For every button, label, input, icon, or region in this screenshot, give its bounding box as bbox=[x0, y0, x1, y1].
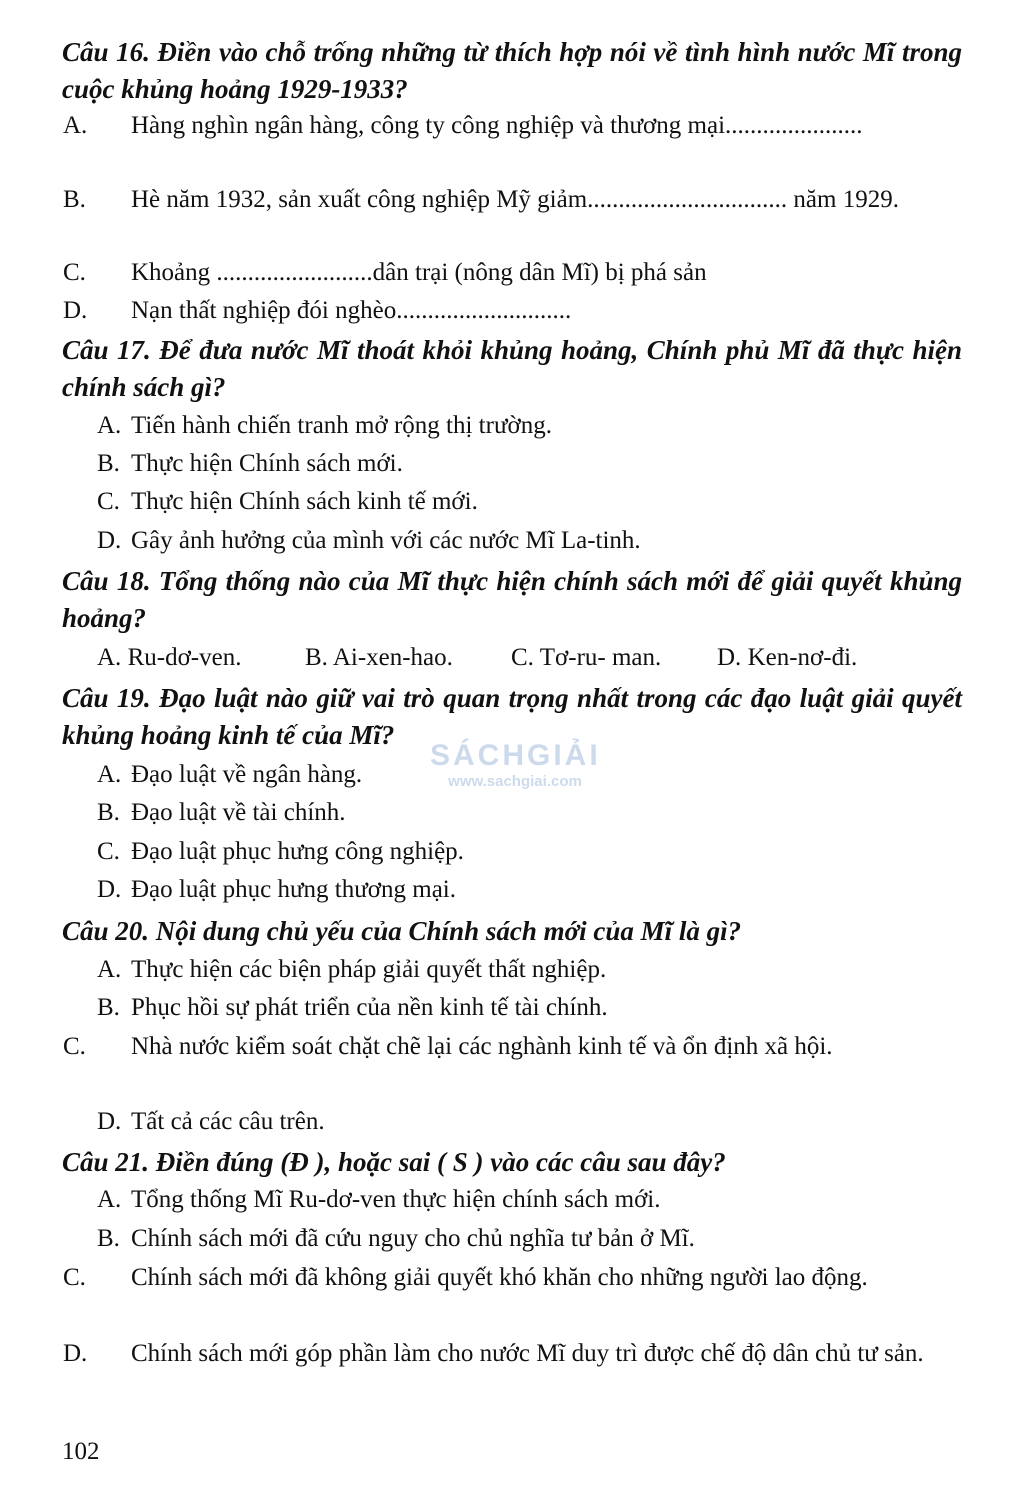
question-21-option-b bbox=[97, 1221, 959, 1257]
question-18-title: Câu 18. Tổng thống nào của Mĩ thực hiện chính sách mới để giải quyết khủng hoảng? bbox=[62, 566, 962, 633]
option-text: Đạo luật phục hưng công nghiệp. bbox=[131, 838, 464, 865]
option-label: B. bbox=[63, 186, 86, 213]
question-19-option-c bbox=[97, 834, 959, 870]
question-18-option-a bbox=[97, 640, 305, 676]
option-label: B. bbox=[97, 1225, 120, 1252]
option-text: Chính sách mới đã không giải quyết khó khăn cho những người lao động. bbox=[131, 1264, 868, 1291]
option-text: Gây ảnh hưởng của mình với các nước Mĩ La-tinh. bbox=[131, 527, 641, 554]
watermark-url: www.sachgiai.com bbox=[448, 773, 582, 790]
option-text: Đạo luật về ngân hàng. bbox=[131, 761, 363, 788]
question-17-option-b bbox=[97, 446, 959, 482]
option-label: C. bbox=[63, 259, 86, 286]
option-text: Tất cả các câu trên. bbox=[131, 1108, 325, 1135]
question-16-option-c bbox=[63, 255, 993, 291]
option-label: A. bbox=[97, 1186, 122, 1213]
question-19-title: Câu 19. Đạo luật nào giữ vai trò quan trọng nhất trong các đạo luật giải quyết khủng hoảng kinh tế của Mĩ? bbox=[62, 683, 962, 750]
option-label: D. bbox=[717, 644, 742, 671]
option-label: A. bbox=[63, 112, 88, 139]
option-label: D. bbox=[97, 527, 122, 554]
question-16-option-d bbox=[63, 293, 993, 329]
question-20-option-d bbox=[97, 1104, 959, 1140]
option-text: Ken-nơ-đi. bbox=[747, 644, 858, 671]
option-text: Thực hiện các biện pháp giải quyết thất nghiệp. bbox=[131, 956, 607, 983]
question-21-option-d bbox=[63, 1336, 993, 1372]
option-text: Nạn thất nghiệp đói nghèo............................ bbox=[131, 297, 572, 324]
option-text: Hè năm 1932, sản xuất công nghiệp Mỹ giảm................................ năm 1929. bbox=[131, 186, 899, 213]
question-18-options-row bbox=[97, 640, 959, 676]
option-label: D. bbox=[63, 1340, 88, 1367]
question-20-option-b bbox=[97, 990, 959, 1026]
option-text: Chính sách mới đã cứu nguy cho chủ nghĩa tư bản ở Mĩ. bbox=[131, 1225, 695, 1252]
option-text: Tiến hành chiến tranh mở rộng thị trường. bbox=[131, 412, 552, 439]
option-label: B. bbox=[97, 994, 120, 1021]
option-label: D. bbox=[63, 297, 88, 324]
option-label: D. bbox=[97, 876, 122, 903]
question-18-option-b bbox=[305, 640, 511, 676]
page-number: 102 bbox=[62, 1438, 100, 1465]
option-text: Hàng nghìn ngân hàng, công ty công nghiệp và thương mại...................... bbox=[131, 112, 863, 139]
option-text: Đạo luật phục hưng thương mại. bbox=[131, 876, 456, 903]
option-label: C. bbox=[97, 838, 120, 865]
question-17-option-a bbox=[97, 408, 959, 444]
option-text: Ru-dơ-ven. bbox=[127, 644, 242, 671]
question-17-option-c bbox=[97, 484, 959, 520]
question-20-title: Câu 20. Nội dung chủ yếu của Chính sách mới của Mĩ là gì? bbox=[62, 916, 742, 946]
question-21-title: Câu 21. Điền đúng (Đ ), hoặc sai ( S ) vào các câu sau đây? bbox=[62, 1147, 726, 1177]
option-text: Nhà nước kiểm soát chặt chẽ lại các nghành kinh tế và ổn định xã hội. bbox=[131, 1033, 833, 1060]
option-label: D. bbox=[97, 1108, 122, 1135]
option-label: C. bbox=[97, 488, 120, 515]
question-21-option-c bbox=[63, 1260, 993, 1296]
question-17-title: Câu 17. Để đưa nước Mĩ thoát khỏi khủng hoảng, Chính phủ Mĩ đã thực hiện chính sách gì? bbox=[62, 335, 962, 402]
question-17-option-d bbox=[97, 523, 959, 559]
question-19-option-d bbox=[97, 872, 959, 908]
option-text: Thực hiện Chính sách kinh tế mới. bbox=[131, 488, 478, 515]
option-text: Chính sách mới góp phần làm cho nước Mĩ duy trì được chế độ dân chủ tư sản. bbox=[131, 1340, 924, 1367]
question-16-option-b bbox=[63, 182, 993, 218]
question-20-option-a bbox=[97, 952, 959, 988]
question-19-option-b bbox=[97, 795, 959, 831]
option-text: Tổng thống Mĩ Ru-dơ-ven thực hiện chính sách mới. bbox=[131, 1186, 661, 1213]
option-text: Khoảng .........................dân trại (nông dân Mĩ) bị phá sản bbox=[131, 259, 707, 286]
question-21-option-a bbox=[97, 1182, 959, 1218]
option-label: A. bbox=[97, 956, 122, 983]
option-label: C. bbox=[63, 1033, 86, 1060]
question-18-option-d bbox=[717, 640, 857, 676]
option-text: Đạo luật về tài chính. bbox=[131, 799, 346, 826]
question-16-option-a bbox=[63, 108, 993, 144]
option-label: A. bbox=[97, 644, 122, 671]
option-text: Thực hiện Chính sách mới. bbox=[131, 450, 403, 477]
option-label: B. bbox=[97, 799, 120, 826]
sachgiai-watermark bbox=[430, 740, 600, 792]
question-20-option-c bbox=[63, 1029, 993, 1065]
option-label: C. bbox=[511, 644, 534, 671]
watermark-brand: SÁCHGIẢI bbox=[430, 739, 601, 772]
option-label: C. bbox=[63, 1264, 86, 1291]
option-text: Phục hồi sự phát triển của nền kinh tế tài chính. bbox=[131, 994, 608, 1021]
question-16-title: Câu 16. Điền vào chỗ trống những từ thích hợp nói về tình hình nước Mĩ trong cuộc khủng hoảng 1929-1933? bbox=[62, 37, 962, 104]
option-text: Tơ-ru- man. bbox=[539, 644, 662, 671]
option-text: Ai-xen-hao. bbox=[332, 644, 453, 671]
option-label: A. bbox=[97, 412, 122, 439]
option-label: B. bbox=[97, 450, 120, 477]
option-label: A. bbox=[97, 761, 122, 788]
option-label: B. bbox=[305, 644, 328, 671]
question-18-option-c bbox=[511, 640, 717, 676]
